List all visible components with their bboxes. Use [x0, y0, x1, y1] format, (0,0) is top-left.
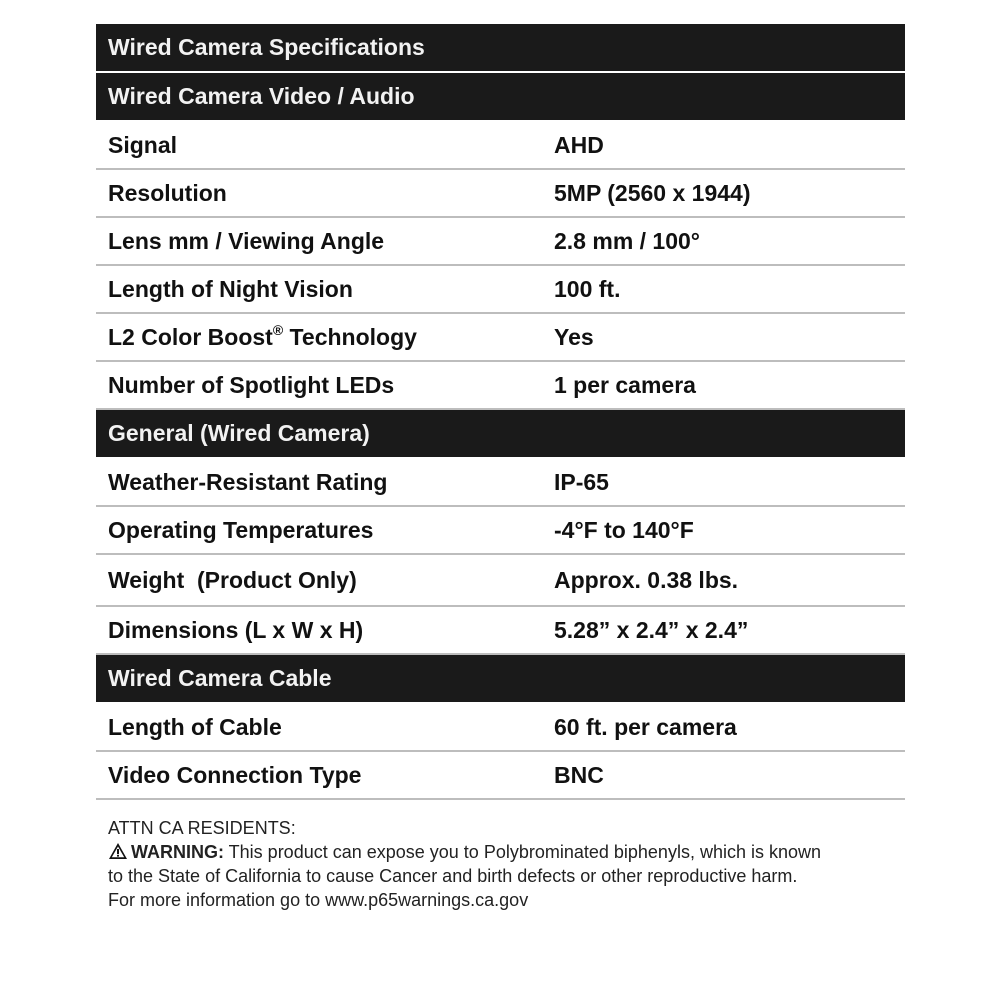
- spec-value: BNC: [554, 761, 604, 788]
- section-header-cable: Wired Camera Cable: [96, 655, 905, 702]
- warning-text-line-2: to the State of California to cause Cancer and birth defects or other reproductive harm.: [108, 866, 798, 886]
- spec-label: Video Connection Type: [108, 761, 362, 788]
- spec-row: [96, 555, 905, 607]
- spec-label: [96, 321, 542, 351]
- warning-text-line-3: For more information go to www.p65warnings.ca.gov: [108, 890, 529, 910]
- spec-label: Resolution: [108, 179, 227, 206]
- section-header-video-audio: Wired Camera Video / Audio: [96, 73, 905, 120]
- warning-line: [108, 840, 898, 864]
- spec-label: Lens mm / Viewing Angle: [108, 227, 385, 254]
- spec-row: [96, 362, 905, 410]
- prop65-notice: [108, 816, 898, 912]
- spec-value: Approx. 0.38 lbs.: [554, 566, 739, 593]
- table-title: Wired Camera Specifications: [96, 24, 905, 71]
- spec-label: Length of Night Vision: [108, 275, 353, 302]
- spec-label: Weather-Resistant Rating: [108, 468, 388, 495]
- spec-label-text: L2 Color Boost: [108, 323, 273, 350]
- spec-value: -4°F to 140°F: [554, 516, 694, 543]
- spec-label: Number of Spotlight LEDs: [108, 371, 395, 398]
- spec-label: Operating Temperatures: [108, 516, 374, 543]
- spec-label-suffix: Technology: [283, 323, 417, 350]
- warning-triangle-icon: [108, 842, 128, 860]
- warning-text: This product can expose you to Polybrominated biphenyls, which is known: [224, 842, 821, 862]
- spec-label: Weight (Product Only): [108, 566, 357, 593]
- warning-label: WARNING:: [131, 842, 224, 862]
- section-header-general: General (Wired Camera): [96, 410, 905, 457]
- spec-label: Dimensions (L x W x H): [108, 616, 364, 643]
- spec-row: [96, 218, 905, 266]
- spec-value: 5.28” x 2.4” x 2.4”: [554, 616, 749, 643]
- spec-row: [96, 122, 905, 170]
- spec-row: [96, 170, 905, 218]
- spec-row: [96, 507, 905, 555]
- spec-table: [96, 24, 905, 800]
- spec-label: Signal: [108, 131, 178, 158]
- spec-value: 2.8 mm / 100°: [554, 227, 701, 254]
- spec-row: [96, 704, 905, 752]
- attention-line: ATTN CA RESIDENTS:: [108, 818, 296, 838]
- spec-row: [96, 459, 905, 507]
- spec-value: Yes: [554, 323, 594, 350]
- spec-value: 1 per camera: [554, 371, 696, 398]
- spec-value: IP-65: [554, 468, 609, 495]
- spec-value: 5MP (2560 x 1944): [554, 179, 751, 206]
- spec-row: [96, 752, 905, 800]
- registered-mark: ®: [272, 321, 284, 338]
- spec-row: [96, 607, 905, 655]
- spec-value: 100 ft.: [554, 275, 621, 302]
- spec-label: Length of Cable: [108, 713, 282, 740]
- spec-row: [96, 266, 905, 314]
- spec-row: [96, 314, 905, 362]
- spec-value: 60 ft. per camera: [554, 713, 737, 740]
- spec-value: AHD: [554, 131, 604, 158]
